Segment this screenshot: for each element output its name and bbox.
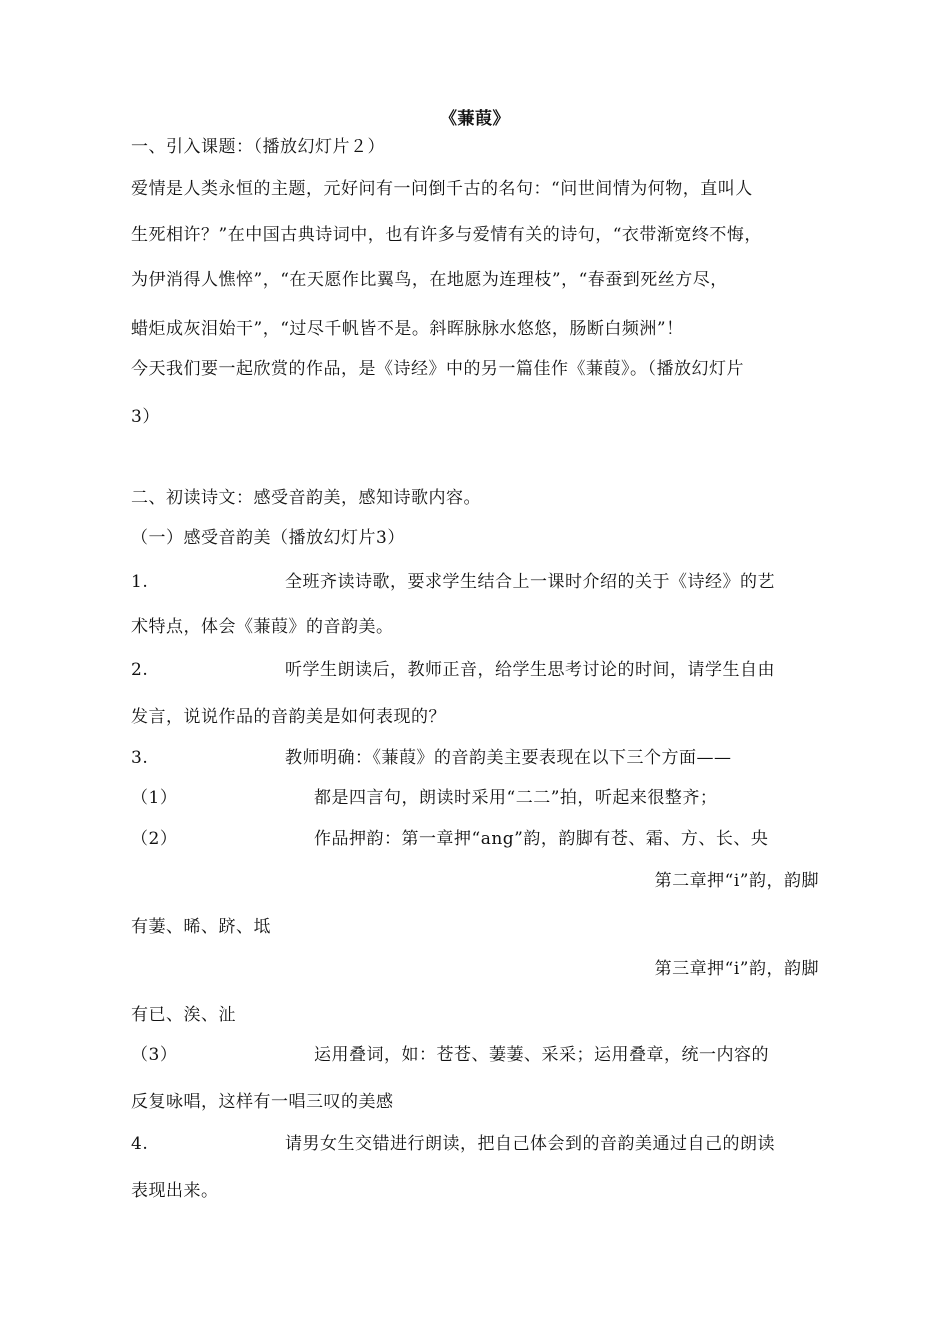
intro-paragraph-line: 爱情是人类永恒的主题，元好问有一问倒千古的名句：“问世间情为何物，直叫人: [131, 179, 753, 199]
intro-paragraph2-line: 今天我们要一起欣赏的作品，是《诗经》中的另一篇佳作《蒹葭》。（播放幻灯片: [131, 359, 744, 379]
item-number: 4.: [131, 1134, 149, 1154]
item-number: 3.: [131, 748, 149, 768]
item-text: 教师明确：《蒹葭》的音韵美主要表现在以下三个方面——: [285, 748, 732, 768]
rhyme-chapter2: 第二章押“i”韵，韵脚: [654, 871, 819, 891]
page-title: 《蒹葭》: [440, 109, 510, 129]
item-number: 2.: [131, 660, 149, 680]
intro-paragraph-line: 生死相许？”在中国古典诗词中，也有许多与爱情有关的诗句，“衣带渐宽终不悔，: [131, 225, 762, 245]
point-text: 运用叠词，如：苍苍、萋萋、采采；运用叠章，统一内容的: [314, 1045, 769, 1065]
point-text: 都是四言句，朗读时采用“二二”拍，听起来很整齐；: [314, 788, 718, 808]
point-number: （2）: [131, 829, 178, 849]
item-text-cont: 表现出来。: [131, 1181, 219, 1201]
subsection-heading: （一）感受音韵美（播放幻灯片3）: [131, 528, 405, 548]
item-number: 1.: [131, 572, 149, 592]
point-text-cont: 反复咏唱，这样有一唱三叹的美感: [131, 1092, 394, 1112]
intro-paragraph2-line: 3）: [131, 407, 160, 427]
rhyme-chapter3: 第三章押“i”韵，韵脚: [654, 959, 819, 979]
point-text: 作品押韵：第一章押“ang”韵，韵脚有苍、霜、方、长、央: [314, 829, 769, 849]
item-text-cont: 发言，说说作品的音韵美是如何表现的？: [131, 707, 446, 727]
intro-paragraph-line: 为伊消得人憔悴”，“在天愿作比翼鸟，在地愿为连理枝”，“春蚕到死丝方尽，: [131, 270, 728, 290]
section2-heading: 二、初读诗文：感受音韵美，感知诗歌内容。: [131, 488, 481, 508]
item-text: 请男女生交错进行朗读，把自己体会到的音韵美通过自己的朗读: [285, 1134, 775, 1154]
rhyme-chapter2-cont: 有萋、晞、跻、坻: [131, 917, 271, 937]
item-text-cont: 术特点，体会《蒹葭》的音韵美。: [131, 617, 394, 637]
item-text: 全班齐读诗歌，要求学生结合上一课时介绍的关于《诗经》的艺: [285, 572, 775, 592]
rhyme-chapter3-cont: 有已、涘、沚: [131, 1005, 236, 1025]
section1-heading: 一、引入课题：（播放幻灯片２）: [131, 137, 385, 157]
item-text: 听学生朗读后，教师正音，给学生思考讨论的时间，请学生自由: [285, 660, 775, 680]
point-number: （1）: [131, 788, 178, 808]
intro-paragraph-line: 蜡炬成灰泪始干”，“过尽千帆皆不是。斜晖脉脉水悠悠，肠断白频洲”！: [131, 319, 684, 339]
point-number: （3）: [131, 1045, 178, 1065]
